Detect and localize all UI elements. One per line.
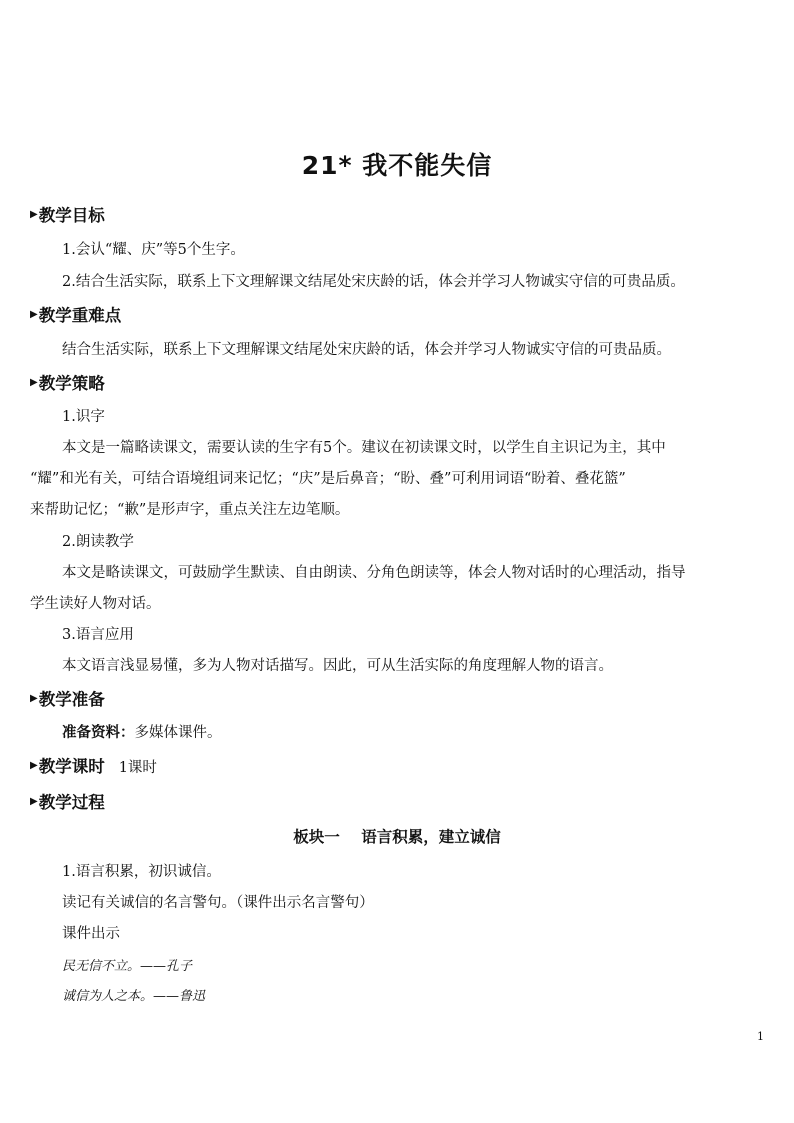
strategy-sub2-label: 2.朗读教学 [62, 534, 134, 550]
preparation-value: 多媒体课件。 [134, 725, 222, 741]
quote-2: 诚信为人之本。——鲁迅 [62, 989, 206, 1004]
strategy-sub3-label: 3.语言应用 [62, 627, 134, 643]
triangle-bullet-icon: ▶ [30, 377, 38, 388]
objectives-heading-label: 教学目标 [38, 206, 105, 225]
process-step-1: 1.语言积累，初识诚信。 [62, 864, 221, 880]
process-step-1-desc: 读记有关诚信的名言警句。（课件出示名言警句） [62, 895, 374, 911]
objective-item-1: 1.会认“耀、庆”等5个生字。 [62, 242, 245, 258]
strategy-sub1-line-3: 来帮助记忆；“歉”是形声字，重点关注左边笔顺。 [30, 502, 350, 518]
triangle-bullet-icon: ▶ [30, 309, 38, 320]
block-one-title: 板块一 语言积累，建立诚信 [293, 828, 501, 846]
hours-value: 1课时 [118, 760, 157, 776]
objectives-heading [30, 202, 105, 226]
strategy-sub3-text: 本文语言浅显易懂，多为人物对话描写。因此，可从生活实际的角度理解人物的语言。 [62, 658, 613, 674]
triangle-bullet-icon: ▶ [30, 760, 38, 771]
hours-heading [30, 753, 157, 777]
strategy-sub1-line-2: “耀”和光有关，可结合语境组词来记忆；“庆”是后鼻音；“盼、叠”可利用词语“盼着、叠花篮” [30, 471, 626, 487]
triangle-bullet-icon: ▶ [30, 209, 38, 220]
strategy-sub2-line-1: 本文是略读课文，可鼓励学生默读、自由朗读、分角色朗读等，体会人物对话时的心理活动，指导 [62, 565, 686, 581]
hours-heading-label: 教学课时 [38, 757, 105, 776]
strategy-heading [30, 370, 105, 394]
triangle-bullet-icon: ▶ [30, 796, 38, 807]
key-points-heading-label: 教学重难点 [38, 306, 122, 325]
process-heading-label: 教学过程 [38, 793, 105, 812]
triangle-bullet-icon: ▶ [30, 693, 38, 704]
lesson-title: 21* 我不能失信 [301, 151, 493, 180]
preparation-line [62, 721, 222, 742]
strategy-heading-label: 教学策略 [38, 374, 105, 393]
strategy-sub1-label: 1.识字 [62, 409, 105, 425]
strategy-sub1-line-1: 本文是一篇略读课文，需要认读的生字有5个。建议在初读课文时，以学生自主识记为主，其中 [62, 440, 666, 456]
preparation-heading-label: 教学准备 [38, 690, 105, 709]
process-heading [30, 789, 105, 813]
page-number: 1 [757, 1030, 764, 1043]
key-points-text: 结合生活实际，联系上下文理解课文结尾处宋庆龄的话，体会并学习人物诚实守信的可贵品质。 [62, 342, 671, 358]
quote-1: 民无信不立。——孔子 [62, 959, 193, 974]
preparation-label: 准备资料： [62, 725, 135, 741]
objective-item-2: 2.结合生活实际，联系上下文理解课文结尾处宋庆龄的话，体会并学习人物诚实守信的可贵品质。 [62, 274, 685, 290]
key-points-heading [30, 302, 121, 326]
preparation-heading [30, 686, 105, 710]
strategy-sub2-line-2: 学生读好人物对话。 [30, 596, 161, 612]
courseware-label: 课件出示 [62, 926, 120, 942]
